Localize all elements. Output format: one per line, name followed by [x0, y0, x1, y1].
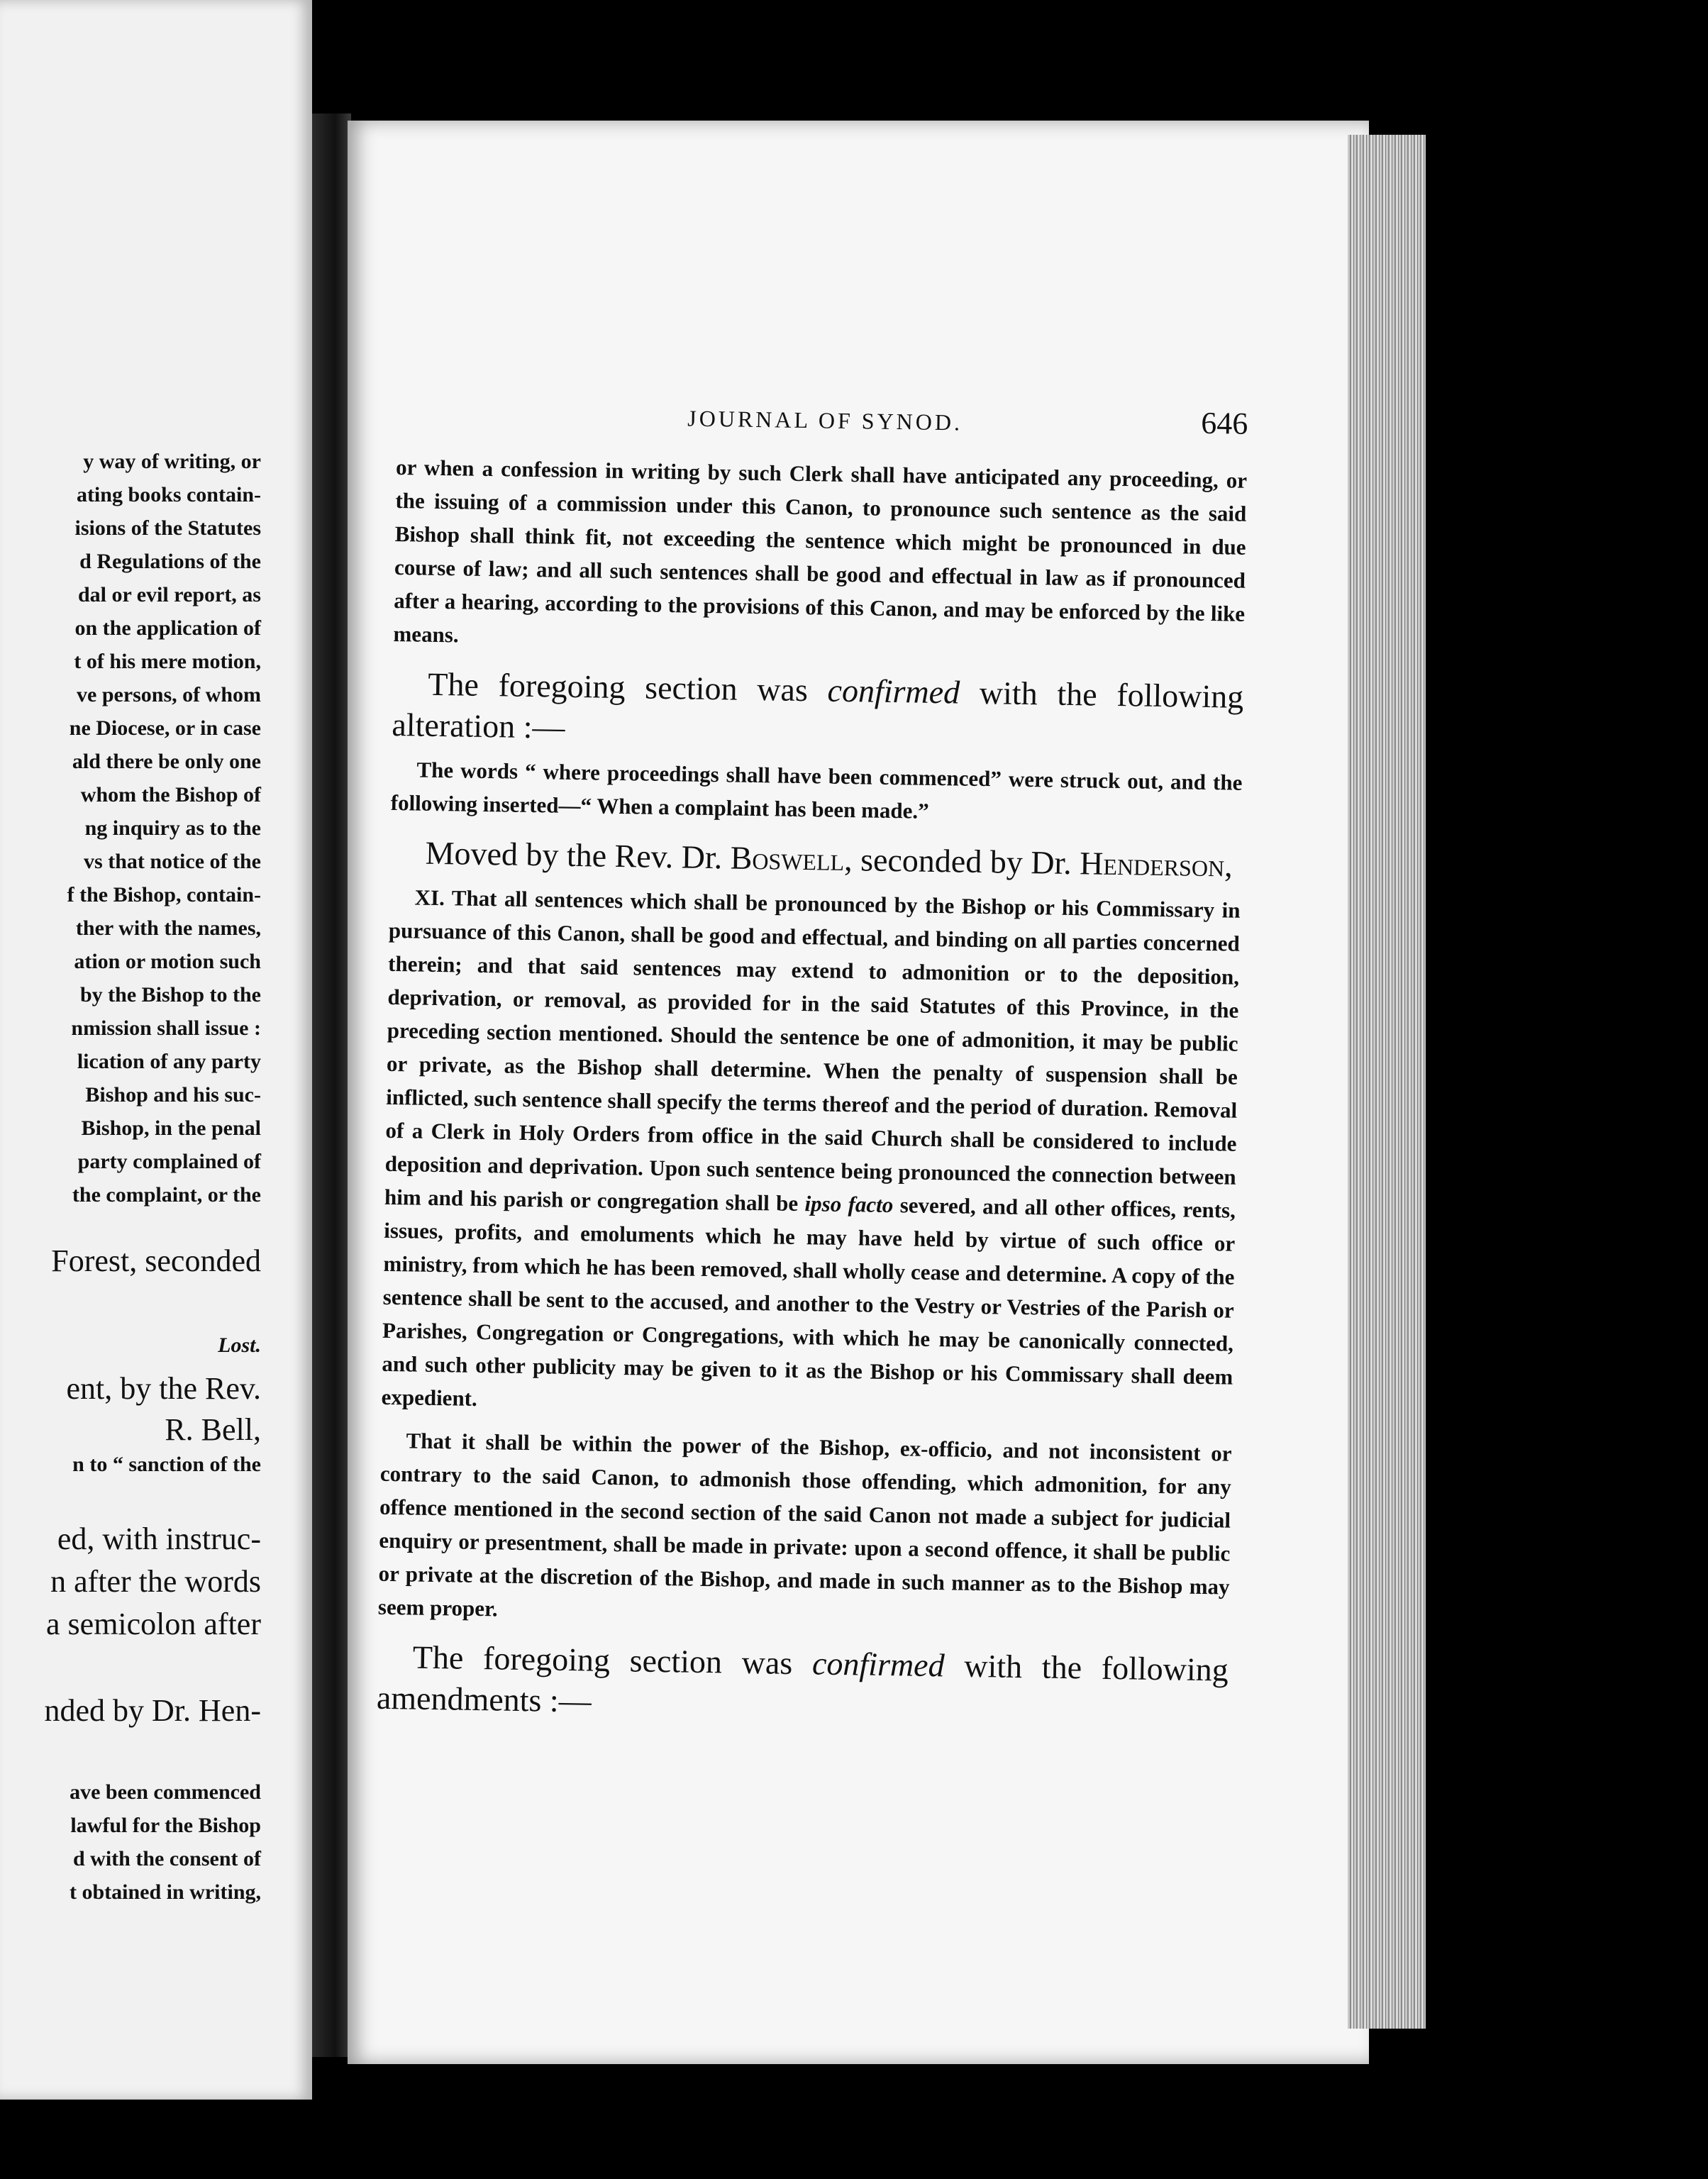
left-page-line: nmission shall issue :	[71, 1016, 261, 1040]
left-page-line: party complained of	[77, 1150, 261, 1173]
left-page-line: the complaint, or the	[72, 1183, 261, 1207]
seconder-name: Henderson	[1079, 845, 1225, 884]
note-text: with the following alteration :—	[392, 674, 1244, 745]
note-text: The foregoing section was	[412, 1639, 813, 1682]
left-page-line: n to “ sanction of the	[72, 1453, 261, 1476]
left-page-line: d Regulations of the	[79, 550, 261, 573]
section-xi	[381, 880, 1241, 1427]
admonition-paragraph: That it shall be within the power of the Bishop, ex-officio, and not inconsistent or contrary to the said Canon, to admonish those offending, which admonition, for any offence mentioned in the second section of the said Canon not made a subject for judicial enquiry or presentment, shall be made in private: upon a second offence, it shall be public or private at the discretion of the Bishop, and made in such manner as to the Bishop may seem proper.	[377, 1428, 1232, 1621]
left-page-line: ent, by the Rev.	[66, 1371, 261, 1406]
left-page-line: n after the words	[50, 1564, 261, 1599]
page-header	[396, 387, 1248, 464]
motion-text: ,	[1224, 847, 1233, 884]
left-page-line: ve persons, of whom	[77, 683, 261, 706]
mover-name: Boswell	[730, 839, 845, 877]
motion-text: , seconded by Dr.	[843, 841, 1080, 882]
note-emphasis: confirmed	[827, 672, 960, 711]
paragraph-continuation: or when a confession in writing by such Clerk shall have anticipated any proceeding, or the issuing of a commission under this Canon, to pronounce such sentence as the said Bishop shall think fit, not exceeding the sentence which might be pronounced in due course of law; and all such sentences shall be good and effectual in law as if pronounced after a hearing, according to the provisions of this Canon, and may be enforced by the like means.	[393, 454, 1248, 648]
left-page-line: on the application of	[74, 616, 261, 640]
page-edges	[1348, 135, 1426, 2029]
page-number: 646	[1200, 405, 1248, 441]
section-text: severed, and all other offices, rents, issues, profits, and emoluments which he may have held by virtue of such office or ministry, from which he has been removed, shall wholly cease and determine. A copy of the sentence shall be sent to the accused, and another to the Vestry or Vestries of the Parish or Parishes, Congregation or Congregations, with which he may be canonically connected, and such other publicity may be given to it as the Bishop or his Commissary shall deem expedient.	[381, 1192, 1236, 1411]
left-page-line: ation or motion such	[74, 950, 261, 973]
left-page-line: ne Diocese, or in case	[69, 716, 261, 740]
left-page-line: lication of any party	[77, 1050, 261, 1073]
confirmation-note-1	[392, 663, 1244, 759]
left-page-line: a semicolon after	[46, 1607, 261, 1641]
alteration-text: The words “ where proceedings shall have been commenced” were struck out, and the following inserted—“ When a complaint has been made.”	[390, 757, 1243, 824]
left-page-line: ng inquiry as to the	[84, 816, 261, 840]
left-page-line: nded by Dr. Hen-	[44, 1693, 261, 1728]
note-text: The foregoing section was	[428, 665, 828, 709]
motion-line	[389, 832, 1241, 887]
book-gutter	[312, 113, 351, 2057]
left-page-line: Forest, seconded	[51, 1243, 261, 1278]
note-text: with the following amendments :—	[376, 1647, 1229, 1719]
left-page-line: Bishop and his suc-	[85, 1083, 261, 1107]
section-text: XI. That all sentences which shall be pronounced by the Bishop or his Commissary in pursuance of this Canon, shall be good and effectual, and binding on all parties concerned therein; and that said sentences may extend to admonition or to the deposition, deprivation, or removal, as provided for in the said Statutes of this Province, in the preceding section mentioned. Should the sentence be one of admonition, it may be public or private, as the Bishop shall determine. When the penalty of suspension shall be inflicted, such sentence shall specify the terms thereof and the period of duration. Removal of a Clerk in Holy Orders from office in the said Church shall be considered to include deposition and deprivation. Upon such sentence being pronounced the connection between him and his parish or congregation shall be	[384, 885, 1241, 1216]
left-page-line: ating books contain-	[76, 483, 261, 506]
left-page-line: isions of the Statutes	[74, 516, 261, 540]
left-page-line: ed, with instruc-	[57, 1521, 261, 1556]
page-text-block	[376, 387, 1248, 1739]
left-page-line: dal or evil report, as	[77, 583, 261, 606]
left-page-line: t of his mere motion,	[74, 650, 261, 673]
left-page-line: lawful for the Bishop	[70, 1814, 261, 1837]
left-page-line: R. Bell,	[165, 1412, 261, 1447]
left-page-line: d with the consent of	[72, 1847, 261, 1870]
motion-text: Moved by the Rev. Dr.	[425, 834, 731, 876]
left-page-line: by the Bishop to the	[79, 983, 261, 1007]
left-page-line: f the Bishop, contain-	[67, 883, 261, 906]
running-head: JOURNAL OF SYNOD.	[687, 405, 963, 436]
left-page-line: Lost.	[218, 1334, 261, 1357]
left-facing-page	[0, 0, 312, 2100]
left-page-line: whom the Bishop of	[80, 783, 261, 806]
note-emphasis: confirmed	[811, 1645, 945, 1684]
left-page-line: Bishop, in the penal	[81, 1116, 261, 1140]
latin-phrase: ipso facto	[804, 1191, 894, 1218]
left-page-line: t obtained in writing,	[69, 1880, 261, 1904]
left-page-line: y way of writing, or	[83, 450, 261, 473]
left-page-line: ave been commenced	[70, 1780, 261, 1804]
left-page-line: ther with the names,	[75, 916, 261, 940]
confirmation-note-2	[377, 1636, 1229, 1732]
left-page-line: vs that notice of the	[84, 850, 261, 873]
left-page-line: ald there be only one	[72, 750, 261, 773]
